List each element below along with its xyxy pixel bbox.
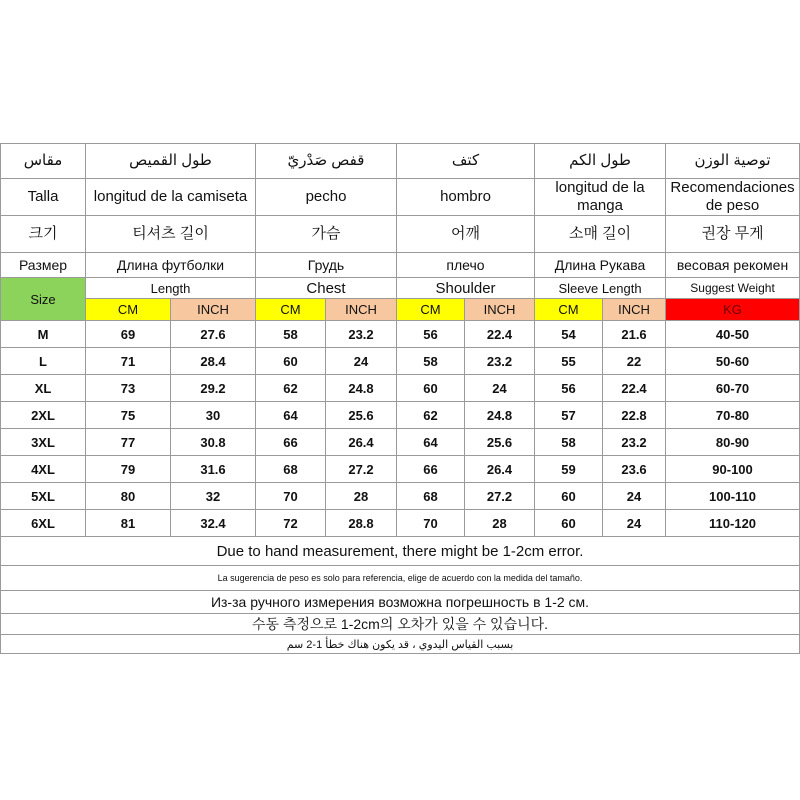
note-row	[1, 614, 800, 635]
size-cell: XL	[1, 375, 86, 402]
size-cell: 6XL	[1, 510, 86, 537]
note-measurement-en: Due to hand measurement, there might be 1-2cm error.	[1, 537, 800, 566]
weight-cell: 40-50	[666, 321, 800, 348]
unit-header-row	[1, 299, 800, 321]
length-cm-cell: 69	[86, 321, 171, 348]
chest-inch-cell: 24	[326, 348, 397, 375]
header-sleeve-ko: 소매 길이	[535, 216, 666, 253]
sleeve-inch-cell: 24	[603, 483, 666, 510]
header-size-es: Talla	[1, 179, 86, 216]
header-length-ko: 티셔츠 길이	[86, 216, 256, 253]
chest-cm-cell: 72	[256, 510, 326, 537]
table-row	[1, 483, 800, 510]
sleeve-inch-cell: 21.6	[603, 321, 666, 348]
group-header-length: Length	[86, 278, 256, 299]
shoulder-cm-cell: 66	[397, 456, 465, 483]
chest-inch-cell: 28.8	[326, 510, 397, 537]
header-sleeve-es: longitud de la manga	[535, 179, 666, 216]
chest-inch-cell: 23.2	[326, 321, 397, 348]
chest-cm-cell: 60	[256, 348, 326, 375]
sleeve-cm-cell: 57	[535, 402, 603, 429]
table-row	[1, 429, 800, 456]
table-row	[1, 510, 800, 537]
shoulder-inch-cell: 22.4	[465, 321, 535, 348]
unit-inch-length: INCH	[171, 299, 256, 321]
shoulder-cm-cell: 64	[397, 429, 465, 456]
sleeve-cm-cell: 55	[535, 348, 603, 375]
header-sleeve-ar: طول الكم	[535, 144, 666, 179]
table-row	[1, 375, 800, 402]
table-row	[1, 321, 800, 348]
header-row-korean	[1, 216, 800, 253]
weight-cell: 80-90	[666, 429, 800, 456]
header-weight-ko: 권장 무게	[666, 216, 800, 253]
shoulder-cm-cell: 56	[397, 321, 465, 348]
sleeve-cm-cell: 56	[535, 375, 603, 402]
table-row	[1, 456, 800, 483]
chest-inch-cell: 28	[326, 483, 397, 510]
note-row	[1, 566, 800, 591]
header-row-arabic	[1, 144, 800, 179]
header-weight-es: Recomendaciones de peso	[666, 179, 800, 216]
length-cm-cell: 73	[86, 375, 171, 402]
shoulder-cm-cell: 68	[397, 483, 465, 510]
shoulder-cm-cell: 70	[397, 510, 465, 537]
weight-cell: 50-60	[666, 348, 800, 375]
length-inch-cell: 30.8	[171, 429, 256, 456]
shoulder-inch-cell: 28	[465, 510, 535, 537]
chest-cm-cell: 62	[256, 375, 326, 402]
header-row-spanish	[1, 179, 800, 216]
header-chest-es: pecho	[256, 179, 397, 216]
header-size-ko: 크기	[1, 216, 86, 253]
length-cm-cell: 81	[86, 510, 171, 537]
size-chart	[0, 143, 799, 654]
group-header-sleeve: Sleeve Length	[535, 278, 666, 299]
table-row	[1, 348, 800, 375]
header-shoulder-ar: كتف	[397, 144, 535, 179]
weight-cell: 70-80	[666, 402, 800, 429]
header-weight-ar: توصية الوزن	[666, 144, 800, 179]
note-measurement-ko: 수동 측정으로 1-2cm의 오차가 있을 수 있습니다.	[1, 614, 800, 635]
header-length-ru: Длина футболки	[86, 253, 256, 278]
shoulder-inch-cell: 25.6	[465, 429, 535, 456]
header-size-ru: Размер	[1, 253, 86, 278]
size-cell: 4XL	[1, 456, 86, 483]
sleeve-cm-cell: 59	[535, 456, 603, 483]
chest-inch-cell: 24.8	[326, 375, 397, 402]
note-row	[1, 591, 800, 614]
group-header-weight: Suggest Weight	[666, 278, 800, 299]
size-chart-table	[0, 143, 800, 654]
group-header-chest: Chest	[256, 278, 397, 299]
sleeve-cm-cell: 60	[535, 483, 603, 510]
size-cell: L	[1, 348, 86, 375]
chest-inch-cell: 25.6	[326, 402, 397, 429]
size-header: Size	[1, 278, 86, 321]
note-row	[1, 537, 800, 566]
unit-cm-chest: CM	[256, 299, 326, 321]
sleeve-cm-cell: 54	[535, 321, 603, 348]
group-header-shoulder: Shoulder	[397, 278, 535, 299]
weight-cell: 90-100	[666, 456, 800, 483]
unit-inch-shoulder: INCH	[465, 299, 535, 321]
shoulder-inch-cell: 26.4	[465, 456, 535, 483]
size-cell: 3XL	[1, 429, 86, 456]
weight-cell: 100-110	[666, 483, 800, 510]
chest-cm-cell: 68	[256, 456, 326, 483]
group-header-row	[1, 278, 800, 299]
size-cell: M	[1, 321, 86, 348]
note-measurement-ru: Из-за ручного измерения возможна погрешность в 1-2 см.	[1, 591, 800, 614]
sleeve-inch-cell: 22	[603, 348, 666, 375]
length-inch-cell: 27.6	[171, 321, 256, 348]
header-sleeve-ru: Длина Рукава	[535, 253, 666, 278]
length-inch-cell: 31.6	[171, 456, 256, 483]
length-cm-cell: 71	[86, 348, 171, 375]
sleeve-inch-cell: 24	[603, 510, 666, 537]
shoulder-inch-cell: 23.2	[465, 348, 535, 375]
note-measurement-ar: بسبب القياس اليدوي ، قد يكون هناك خطأ 1-2 سم	[1, 635, 800, 654]
weight-cell: 110-120	[666, 510, 800, 537]
header-chest-ko: 가슴	[256, 216, 397, 253]
unit-inch-chest: INCH	[326, 299, 397, 321]
size-cell: 5XL	[1, 483, 86, 510]
header-shoulder-es: hombro	[397, 179, 535, 216]
sleeve-inch-cell: 22.4	[603, 375, 666, 402]
header-weight-ru: весовая рекомен	[666, 253, 800, 278]
header-shoulder-ru: плечо	[397, 253, 535, 278]
length-inch-cell: 30	[171, 402, 256, 429]
shoulder-inch-cell: 24.8	[465, 402, 535, 429]
chest-inch-cell: 26.4	[326, 429, 397, 456]
sleeve-cm-cell: 60	[535, 510, 603, 537]
length-inch-cell: 32	[171, 483, 256, 510]
header-chest-ru: Грудь	[256, 253, 397, 278]
header-size-ar: مقاس	[1, 144, 86, 179]
shoulder-inch-cell: 27.2	[465, 483, 535, 510]
header-chest-ar: قفص صَدْريّ	[256, 144, 397, 179]
size-cell: 2XL	[1, 402, 86, 429]
length-cm-cell: 80	[86, 483, 171, 510]
chest-cm-cell: 58	[256, 321, 326, 348]
header-length-ar: طول القميص	[86, 144, 256, 179]
length-cm-cell: 79	[86, 456, 171, 483]
unit-inch-sleeve: INCH	[603, 299, 666, 321]
sleeve-inch-cell: 23.2	[603, 429, 666, 456]
shoulder-cm-cell: 60	[397, 375, 465, 402]
chest-cm-cell: 66	[256, 429, 326, 456]
length-cm-cell: 75	[86, 402, 171, 429]
header-row-russian	[1, 253, 800, 278]
note-weight-es: La sugerencia de peso es solo para referencia, elige de acuerdo con la medida del tamaño.	[1, 566, 800, 591]
chest-cm-cell: 64	[256, 402, 326, 429]
shoulder-inch-cell: 24	[465, 375, 535, 402]
sleeve-cm-cell: 58	[535, 429, 603, 456]
sleeve-inch-cell: 23.6	[603, 456, 666, 483]
unit-cm-length: CM	[86, 299, 171, 321]
table-row	[1, 402, 800, 429]
unit-cm-sleeve: CM	[535, 299, 603, 321]
weight-cell: 60-70	[666, 375, 800, 402]
unit-cm-shoulder: CM	[397, 299, 465, 321]
header-shoulder-ko: 어깨	[397, 216, 535, 253]
length-inch-cell: 32.4	[171, 510, 256, 537]
shoulder-cm-cell: 58	[397, 348, 465, 375]
sleeve-inch-cell: 22.8	[603, 402, 666, 429]
length-cm-cell: 77	[86, 429, 171, 456]
chest-inch-cell: 27.2	[326, 456, 397, 483]
shoulder-cm-cell: 62	[397, 402, 465, 429]
length-inch-cell: 29.2	[171, 375, 256, 402]
length-inch-cell: 28.4	[171, 348, 256, 375]
header-length-es: longitud de la camiseta	[86, 179, 256, 216]
note-row	[1, 635, 800, 654]
chest-cm-cell: 70	[256, 483, 326, 510]
unit-kg-weight: KG	[666, 299, 800, 321]
